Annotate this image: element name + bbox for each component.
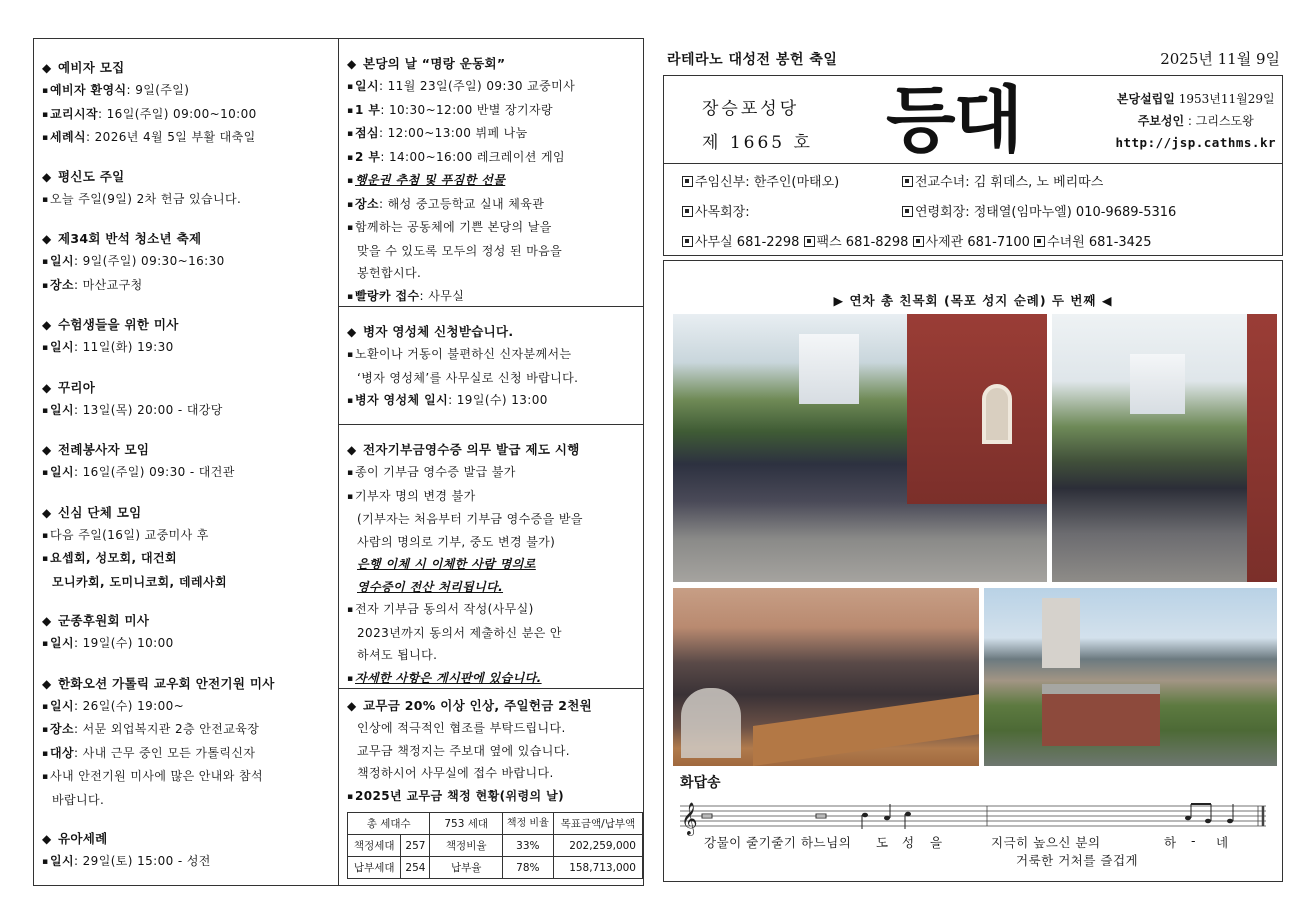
announcement-line: [42, 789, 338, 812]
contact-entry: [804, 235, 909, 250]
announcement-line: [42, 126, 338, 150]
announcement-line: [42, 850, 338, 874]
line-text: 맞을 수 있도록 모두의 정성 된 마음을: [357, 243, 563, 258]
square-bullet-icon: ▪: [42, 343, 49, 353]
issue-number: 제 1665 호: [702, 133, 813, 153]
staff-entry: [902, 198, 1176, 228]
table-header-cell: 책정 비율: [502, 813, 553, 835]
announcements-column-middle: [339, 39, 643, 885]
line-label: 요셉회, 성모회, 대건회: [50, 551, 178, 565]
patron-saint: [1115, 110, 1276, 132]
line-text: 행운권 추첨 및 푸짐한 선물: [355, 173, 506, 187]
table-row: [348, 835, 643, 857]
diamond-bullet-icon: ◆: [42, 614, 52, 628]
square-bullet-icon: ▪: [347, 176, 354, 186]
announcement-line: [42, 336, 338, 360]
table-cell: 납부세대: [348, 857, 401, 879]
line-text: : 10:30~12:00 반별 장기자랑: [380, 102, 553, 117]
diamond-bullet-icon: ◆: [42, 318, 52, 332]
hymn-note-lyric: -: [1191, 833, 1197, 848]
announcement-line: [42, 524, 338, 548]
staff-entry: [902, 168, 1103, 198]
square-bullet-icon: ▪: [42, 280, 49, 291]
announcement-line: [347, 216, 643, 240]
diamond-bullet-icon: ◆: [42, 832, 52, 846]
section-title-text: 한화오션 가톨릭 교우회 안전기원 미사: [58, 675, 275, 691]
diamond-bullet-icon: ◆: [347, 57, 357, 71]
line-text: : 9일(주일) 09:30~16:30: [73, 254, 225, 268]
hymn-lyrics-line2-sub: 거룩한 거처를 즐겁게: [1016, 853, 1139, 868]
checkbox-square-icon: [682, 206, 693, 217]
section-title-text: 제34회 반석 청소년 축제: [58, 231, 202, 246]
announcement-section: [42, 166, 338, 212]
square-bullet-icon: ▪: [42, 194, 49, 205]
line-text: 하셔도 됩니다.: [357, 648, 438, 662]
hymn-lyrics-line1: 강물이 줄기줄기 하느님의: [704, 835, 852, 850]
line-label: 일시: [50, 254, 74, 268]
line-label: 병자 영성체 일시: [355, 393, 449, 407]
announcement-line: [42, 718, 338, 742]
line-text: : 12:00~13:00 뷔페 나눔: [378, 126, 528, 140]
line-text: : 14:00~16:00 레크레이션 게임: [380, 149, 565, 164]
patron-label: 주보성인: [1137, 114, 1185, 128]
line-text: : 9일(주일): [126, 83, 190, 97]
square-bullet-icon: ▪: [347, 105, 354, 116]
square-bullet-icon: ▪: [42, 257, 49, 267]
line-text: : 11일(화) 19:30: [73, 340, 174, 354]
line-text: : 사내 근무 중인 모든 가톨릭신자: [73, 745, 256, 760]
line-label: 장소: [50, 277, 74, 292]
announcement-section: [42, 439, 338, 485]
square-bullet-icon: ▪: [347, 350, 354, 360]
square-bullet-icon: ▪: [347, 82, 354, 92]
feast-day-section: [339, 39, 643, 307]
line-text: 봉헌합시다.: [357, 266, 422, 280]
diamond-bullet-icon: ◆: [42, 505, 52, 520]
line-text: 전자 기부금 동의서 작성(사무실): [355, 602, 534, 616]
checkbox-square-icon: [682, 236, 693, 247]
announcement-line: [347, 508, 643, 531]
square-bullet-icon: ▪: [42, 772, 49, 782]
line-text: 사람의 명의로 기부, 중도 변경 불가): [357, 534, 556, 549]
diamond-bullet-icon: ◆: [347, 443, 357, 457]
sick-communion-section: [339, 307, 643, 425]
contact-entry: [682, 235, 799, 250]
line-text: 노환이나 거동이 불편하신 신자분께서는: [355, 347, 572, 361]
square-bullet-icon: ▪: [42, 530, 49, 541]
table-cell: 책정세대: [348, 835, 401, 857]
checkbox-square-icon: [804, 236, 815, 247]
section-title-text: 꾸리아: [58, 379, 96, 395]
dues-status-title: [347, 785, 643, 809]
photo-section: [663, 260, 1283, 882]
section-title-text: 유아세례: [58, 831, 108, 846]
funeral-committee-head: 연령회장: 정태열(임마누엘) 010-9689-5316: [915, 205, 1177, 220]
diamond-bullet-icon: ◆: [42, 676, 52, 691]
parish-name: 장승포성당: [702, 99, 800, 119]
diamond-bullet-icon: ◆: [42, 380, 52, 395]
dues-status-title-text: 2025년 교무금 책정 현황(위령의 날): [355, 788, 564, 803]
announcement-line: [42, 274, 338, 298]
diamond-bullet-icon: ◆: [347, 699, 357, 713]
square-bullet-icon: ▪: [42, 701, 49, 712]
checkbox-square-icon: [913, 236, 924, 247]
section-title-text: 전자기부금영수증 의무 발급 제도 시행: [363, 442, 580, 457]
line-label: 모니카회, 도미니코회, 데레사회: [52, 574, 227, 589]
announcement-section: [42, 673, 338, 812]
section-title: [347, 321, 643, 343]
line-text: 자세한 사항은 게시판에 있습니다.: [355, 670, 542, 685]
square-bullet-icon: ▪: [42, 468, 49, 478]
square-bullet-icon: ▪: [347, 291, 354, 302]
square-bullet-icon: ▪: [347, 396, 354, 406]
dues-title: 교무금 20% 이상 인상, 주일헌금 2천원: [363, 698, 592, 713]
photo-caption: ▶ 연차 총 친목회 (목포 성지 순례) 두 번째 ◀: [833, 293, 1113, 308]
announcement-section: [42, 610, 338, 656]
line-label: 예비자 환영식: [50, 83, 127, 97]
table-cell: 78%: [502, 857, 553, 879]
section-title: [42, 166, 338, 188]
founding-value: 1953년11월29일: [1178, 92, 1275, 106]
line-text: (기부자는 처음부터 기부금 영수증을 받을: [357, 512, 583, 526]
photo-aerial-campus: [984, 588, 1277, 766]
line-label: 점심: [355, 126, 379, 140]
section-title: [42, 57, 338, 79]
diamond-bullet-icon: ◆: [42, 232, 52, 246]
line-text: 기부자 명의 변경 불가: [355, 488, 476, 503]
staff-entry: [682, 205, 750, 220]
hymn-note-lyric: 하: [1164, 835, 1177, 850]
announcement-line: [347, 389, 643, 413]
announcement-section: [347, 321, 643, 413]
table-cell: 257: [401, 835, 430, 857]
section-title-text: 평신도 주일: [58, 168, 125, 184]
line-label: 2 부: [355, 149, 381, 164]
line-text: : 2026년 4월 5일 부활 대축일: [85, 130, 256, 144]
table-header-row: [348, 813, 643, 835]
line-label: 일시: [50, 465, 74, 479]
section-title: [42, 673, 338, 695]
announcement-line: [42, 188, 338, 212]
staff-entry: [682, 175, 839, 190]
square-bullet-icon: ▪: [347, 199, 354, 210]
e-receipt-section: [339, 425, 643, 689]
parish-details: [1115, 88, 1276, 154]
section-title: [42, 228, 338, 250]
bulletin-announcements-panel: [33, 38, 644, 886]
office-phone: 사무실 681-2298: [695, 235, 800, 250]
line-text: 바랍니다.: [52, 792, 105, 807]
section-title-text: 전례봉사자 모임: [58, 442, 150, 457]
staff-row: [682, 198, 1272, 228]
announcement-section: [42, 228, 338, 297]
line-label: 교리시작: [50, 106, 98, 121]
announcement-line: [42, 547, 338, 571]
section-title-text: 본당의 날 “명랑 운동회”: [363, 56, 506, 71]
council-president: 사목회장:: [695, 205, 750, 220]
announcement-line: [347, 461, 643, 485]
announcement-line: [42, 632, 338, 656]
line-text: : 사무실: [419, 288, 465, 303]
line-label: 빨랑카 접수: [355, 288, 420, 303]
square-bullet-icon: ▪: [42, 554, 49, 564]
diamond-bullet-icon: ◆: [42, 61, 52, 75]
announcement-line: [42, 399, 338, 423]
table-cell: 158,713,000: [553, 857, 642, 879]
square-bullet-icon: ▪: [42, 857, 49, 867]
line-text: 사내 안전기원 미사에 많은 안내와 참석: [50, 769, 263, 783]
announcement-line: [347, 553, 643, 576]
photo-group-church: [673, 314, 1047, 582]
line-label: 일시: [50, 402, 74, 417]
section-title: [42, 439, 338, 461]
table-cell: 책정비율: [430, 835, 502, 857]
table-header-cell: 총 세대수: [348, 813, 430, 835]
line-label: 장소: [50, 722, 74, 736]
announcement-line: [347, 367, 643, 390]
square-bullet-icon: ▪: [42, 86, 49, 96]
pastor: 주임신부: 한주인(마태오): [695, 175, 840, 190]
line-label: 장소: [355, 196, 379, 211]
convent-phone: 수녀원 681-3425: [1047, 235, 1152, 250]
line-text: 2023년까지 동의서 제출하신 분은 안: [357, 625, 562, 640]
square-bullet-icon: ▪: [347, 152, 354, 163]
masthead-top: [664, 76, 1282, 164]
announcement-line: [347, 622, 643, 645]
square-bullet-icon: ▪: [347, 791, 354, 802]
section-title: [42, 502, 338, 524]
dues-line: 교무금 책정지는 주보대 옆에 있습니다.: [357, 743, 570, 758]
hymn-lyrics-line2: 지극히 높으신 분의: [991, 835, 1101, 850]
announcements-column-left: [34, 39, 339, 885]
photo-group-stairs: [1052, 314, 1277, 582]
line-text: 영수증이 전산 처리됩니다.: [357, 579, 504, 594]
announcement-line: [347, 485, 643, 509]
table-cell: 202,259,000: [553, 835, 642, 857]
founding-label: 본당설립일: [1116, 92, 1175, 106]
announcement-section: [42, 314, 338, 360]
checkbox-square-icon: [902, 206, 913, 217]
announcement-line: [42, 742, 338, 766]
masthead-box: [663, 75, 1283, 256]
announcement-section: [42, 502, 338, 594]
section-title-text: 군종후원회 미사: [58, 613, 150, 628]
announcement-line: [347, 598, 643, 622]
line-text: 은행 이체 시 이체한 사람 명의로: [357, 557, 536, 571]
square-bullet-icon: ▪: [347, 223, 354, 233]
table-header-cell: 753 세대: [430, 813, 502, 835]
announcement-line: [347, 644, 643, 667]
square-bullet-icon: ▪: [42, 405, 49, 416]
announcement-line: [347, 193, 643, 217]
checkbox-square-icon: [902, 176, 913, 187]
announcement-line: [42, 461, 338, 485]
announcement-line: [42, 765, 338, 789]
line-text: : 26일(수) 19:00~: [73, 698, 185, 713]
table-row: [348, 857, 643, 879]
hymn-note-lyric: 을: [930, 835, 943, 850]
square-bullet-icon: ▪: [347, 129, 354, 139]
line-text: : 16일(주일) 09:00~10:00: [97, 106, 257, 121]
line-label: 일시: [50, 340, 74, 354]
section-title: [42, 314, 338, 336]
line-text: : 11월 23일(주일) 09:30 교중미사: [378, 79, 576, 93]
announcement-line: [347, 122, 643, 146]
announcement-line: [42, 250, 338, 274]
announcement-line: [42, 103, 338, 127]
checkbox-square-icon: [682, 176, 693, 187]
photo-congregation: [673, 588, 979, 766]
square-bullet-icon: ▪: [42, 639, 49, 649]
line-text: : 13일(목) 20:00 - 대강당: [73, 402, 223, 417]
dues-line: 책정하시어 사무실에 접수 바랍니다.: [357, 766, 554, 780]
announcement-line: [347, 343, 643, 367]
line-label: 일시: [50, 698, 74, 713]
line-text: : 29일(토) 15:00 - 성전: [73, 854, 211, 868]
staff-row: [682, 228, 1272, 258]
square-bullet-icon: ▪: [42, 133, 49, 143]
announcement-line: [347, 285, 643, 309]
announcement-line: [347, 576, 643, 599]
contact-entry: [913, 235, 1030, 250]
diamond-bullet-icon: ◆: [347, 325, 357, 339]
announcement-line: [347, 99, 643, 123]
section-title: [347, 439, 643, 461]
section-title: [42, 377, 338, 399]
hymn-note-lyric: 도: [876, 835, 889, 850]
line-text: : 서문 외업복지관 2층 안전교육장: [73, 722, 260, 736]
square-bullet-icon: ▪: [347, 605, 354, 615]
mission-sisters: 전교수녀: 김 휘데스, 노 베리따스: [915, 175, 1104, 190]
line-text: : 해성 중고등학교 실내 체육관: [378, 196, 545, 211]
hymn-note-lyric: 네: [1216, 835, 1229, 850]
announcement-section: [347, 53, 643, 308]
parish-info: [702, 92, 813, 160]
founding-date: [1115, 88, 1276, 110]
bulletin-date: 2025년 11월 9일: [1160, 50, 1280, 68]
dues-line: 인상에 적극적인 협조를 부탁드립니다.: [357, 721, 566, 735]
staff-row: [682, 168, 1272, 198]
staff-directory: [682, 168, 1272, 258]
diamond-bullet-icon: ◆: [42, 169, 52, 184]
line-text: 함께하는 공동체에 기쁜 본당의 날을: [355, 220, 552, 234]
section-title-text: 수험생들을 위한 미사: [58, 317, 179, 332]
line-label: 일시: [50, 854, 74, 868]
square-bullet-icon: ▪: [347, 491, 354, 502]
hymn-note-lyric: 성: [902, 835, 915, 850]
announcement-line: [347, 75, 643, 99]
fax-number: 팩스 681-8298: [816, 235, 909, 250]
table-cell: 33%: [502, 835, 553, 857]
music-staff-icon: [680, 796, 1272, 836]
square-bullet-icon: ▪: [42, 748, 49, 759]
square-bullet-icon: ▪: [42, 725, 49, 735]
section-title: [42, 828, 338, 850]
section-title: [347, 695, 643, 717]
section-title-text: 신심 단체 모임: [58, 504, 142, 520]
line-label: 일시: [50, 636, 74, 650]
table-cell: 254: [401, 857, 430, 879]
announcement-line: [347, 667, 643, 691]
hymn-title: 화답송: [680, 775, 721, 791]
dues-table: [347, 812, 643, 879]
svg-text:𝄞: 𝄞: [681, 802, 698, 835]
line-text: : 16일(주일) 09:30 - 대건관: [73, 465, 235, 479]
line-text: : 마산교구청: [73, 277, 143, 292]
section-title-text: 예비자 모집: [58, 60, 125, 75]
announcement-line: [42, 79, 338, 103]
line-text: 오늘 주일(9일) 2차 헌금 있습니다.: [50, 191, 242, 206]
table-header-cell: 목표금액/납부액: [553, 813, 642, 835]
masthead-title: 등대: [886, 78, 1022, 162]
line-label: 1 부: [355, 102, 381, 117]
table-cell: 납부율: [430, 857, 502, 879]
line-label: 대상: [50, 745, 74, 760]
line-text: : 19일(수) 13:00: [448, 393, 548, 407]
announcement-line: [42, 571, 338, 594]
patron-value: : 그리스도왕: [1187, 114, 1254, 128]
square-bullet-icon: ▪: [42, 109, 49, 120]
announcement-line: [347, 240, 643, 263]
announcement-line: [347, 146, 643, 170]
dues-section: [339, 689, 643, 885]
feast-title: 라테라노 대성전 봉헌 축일: [667, 52, 838, 68]
line-text: 다음 주일(16일) 교중미사 후: [50, 527, 209, 542]
section-title: [347, 53, 643, 75]
checkbox-square-icon: [1034, 236, 1045, 247]
announcement-line: [42, 695, 338, 719]
line-label: 세례식: [50, 130, 86, 144]
announcement-section: [42, 828, 338, 874]
square-bullet-icon: ▪: [347, 673, 354, 684]
announcement-section: [42, 377, 338, 423]
rectory-phone: 사제관 681-7100: [925, 235, 1030, 250]
announcement-line: [347, 531, 643, 554]
line-text: 종이 기부금 영수증 발급 불가: [355, 465, 516, 479]
contact-entry: [1034, 235, 1151, 250]
announcement-section: [42, 57, 338, 150]
line-text: : 19일(수) 10:00: [73, 636, 174, 650]
website-link[interactable]: http://jsp.cathms.kr: [1115, 135, 1276, 150]
section-title-text: 병자 영성체 신청받습니다.: [363, 324, 514, 339]
announcement-line: [347, 169, 643, 193]
section-title: [42, 610, 338, 632]
diamond-bullet-icon: ◆: [42, 443, 52, 457]
announcement-line: [347, 262, 643, 285]
square-bullet-icon: ▪: [347, 468, 354, 478]
line-text: ‘병자 영성체’를 사무실로 신청 바랍니다.: [357, 370, 579, 385]
announcement-section: [347, 439, 643, 690]
line-label: 일시: [355, 79, 379, 93]
